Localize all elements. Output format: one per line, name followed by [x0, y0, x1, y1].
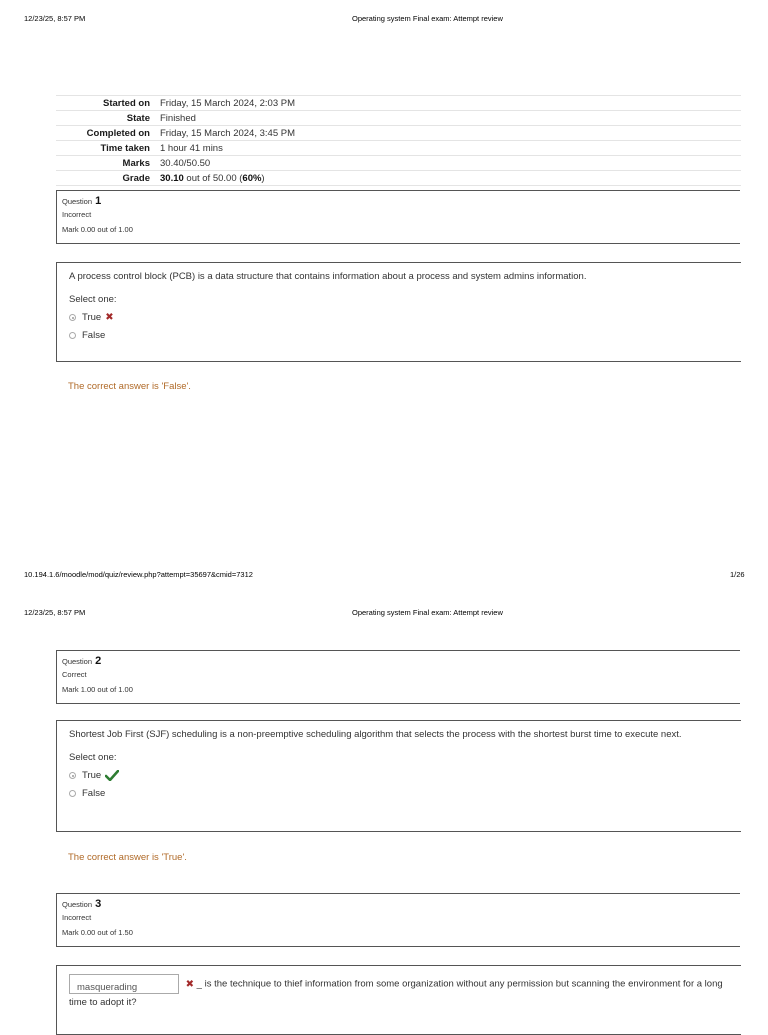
- question-state: Incorrect: [62, 913, 92, 922]
- question-body-1: [56, 262, 741, 362]
- grade-row: [56, 171, 741, 186]
- question-prefix: Question: [62, 657, 93, 666]
- question-text-after: _ is the technique to thief information from some organization without any permission but scanning the environment for a long time to adopt it?: [69, 978, 723, 1008]
- grade-close: ): [261, 172, 265, 184]
- question-number-value: 2: [95, 655, 102, 667]
- grade-out-of: out of 50.00 (: [183, 172, 243, 184]
- summary-row: [56, 156, 741, 171]
- option-label: True: [82, 770, 102, 781]
- question-body-3: [56, 965, 741, 1035]
- summary-label: State: [56, 111, 160, 126]
- option-true[interactable]: [69, 770, 729, 781]
- answer-input[interactable]: masquerading: [69, 974, 179, 994]
- question-mark: Mark 0.00 out of 1.50: [62, 928, 133, 937]
- print-page-number: 1/26: [730, 570, 745, 579]
- question-info-1: [56, 190, 740, 244]
- print-datetime: 12/23/25, 8:57 PM: [24, 14, 86, 23]
- radio-true[interactable]: [69, 314, 76, 321]
- question-prefix: Question: [62, 197, 93, 206]
- summary-value: Finished: [160, 111, 741, 126]
- question-number: [62, 195, 735, 207]
- check-icon: [105, 770, 119, 781]
- question-mark: Mark 0.00 out of 1.00: [62, 225, 133, 234]
- summary-value: 30.40/50.50: [160, 156, 741, 171]
- cross-icon: ✖: [185, 978, 195, 990]
- option-true[interactable]: [69, 312, 729, 323]
- print-url: 10.194.1.6/moodle/mod/quiz/review.php?attempt=35697&cmid=7312: [24, 570, 253, 579]
- question-info-3: [56, 893, 740, 947]
- correct-answer-feedback: The correct answer is 'False'.: [68, 381, 191, 392]
- option-false[interactable]: [69, 788, 729, 799]
- question-prefix: Question: [62, 900, 93, 909]
- attempt-summary-table: [56, 95, 741, 186]
- print-datetime: 12/23/25, 8:57 PM: [24, 608, 86, 617]
- summary-row: [56, 141, 741, 156]
- question-state: Incorrect: [62, 210, 92, 219]
- summary-label: Started on: [56, 96, 160, 111]
- select-one-label: Select one:: [69, 752, 117, 763]
- question-state: Correct: [62, 670, 87, 679]
- correct-answer-feedback: The correct answer is 'True'.: [68, 852, 187, 863]
- question-text: [69, 974, 729, 1011]
- option-label: False: [82, 330, 106, 341]
- summary-label: Time taken: [56, 141, 160, 156]
- question-info-2: [56, 650, 740, 704]
- print-title: Operating system Final exam: Attempt review: [352, 608, 503, 617]
- summary-label: Marks: [56, 156, 160, 171]
- summary-row: [56, 111, 741, 126]
- grade-percent: 60%: [242, 172, 262, 184]
- grade-score: 30.10: [160, 172, 184, 184]
- print-title: Operating system Final exam: Attempt review: [352, 14, 503, 23]
- option-false[interactable]: [69, 330, 729, 341]
- summary-value: 1 hour 41 mins: [160, 141, 741, 156]
- cross-icon: ✖: [105, 312, 114, 323]
- grade-value: [160, 171, 741, 186]
- radio-false[interactable]: [69, 332, 76, 339]
- summary-label: Completed on: [56, 126, 160, 141]
- summary-row: [56, 126, 741, 141]
- question-number-value: 3: [95, 898, 102, 910]
- question-mark: Mark 1.00 out of 1.00: [62, 685, 133, 694]
- question-text: A process control block (PCB) is a data structure that contains information about a process and system admins information.: [69, 271, 587, 282]
- option-label: False: [82, 788, 106, 799]
- question-number: [62, 655, 735, 667]
- select-one-label: Select one:: [69, 294, 117, 305]
- summary-row: [56, 96, 741, 111]
- question-body-2: [56, 720, 741, 832]
- summary-value: Friday, 15 March 2024, 3:45 PM: [160, 126, 741, 141]
- grade-label: Grade: [56, 171, 160, 186]
- question-text: Shortest Job First (SJF) scheduling is a non-preemptive scheduling algorithm that selects the process with the shortest burst time to execute next.: [69, 729, 682, 740]
- question-number: [62, 898, 735, 910]
- radio-true[interactable]: [69, 772, 76, 779]
- radio-false[interactable]: [69, 790, 76, 797]
- summary-value: Friday, 15 March 2024, 2:03 PM: [160, 96, 741, 111]
- question-number-value: 1: [95, 195, 102, 207]
- option-label: True: [82, 312, 102, 323]
